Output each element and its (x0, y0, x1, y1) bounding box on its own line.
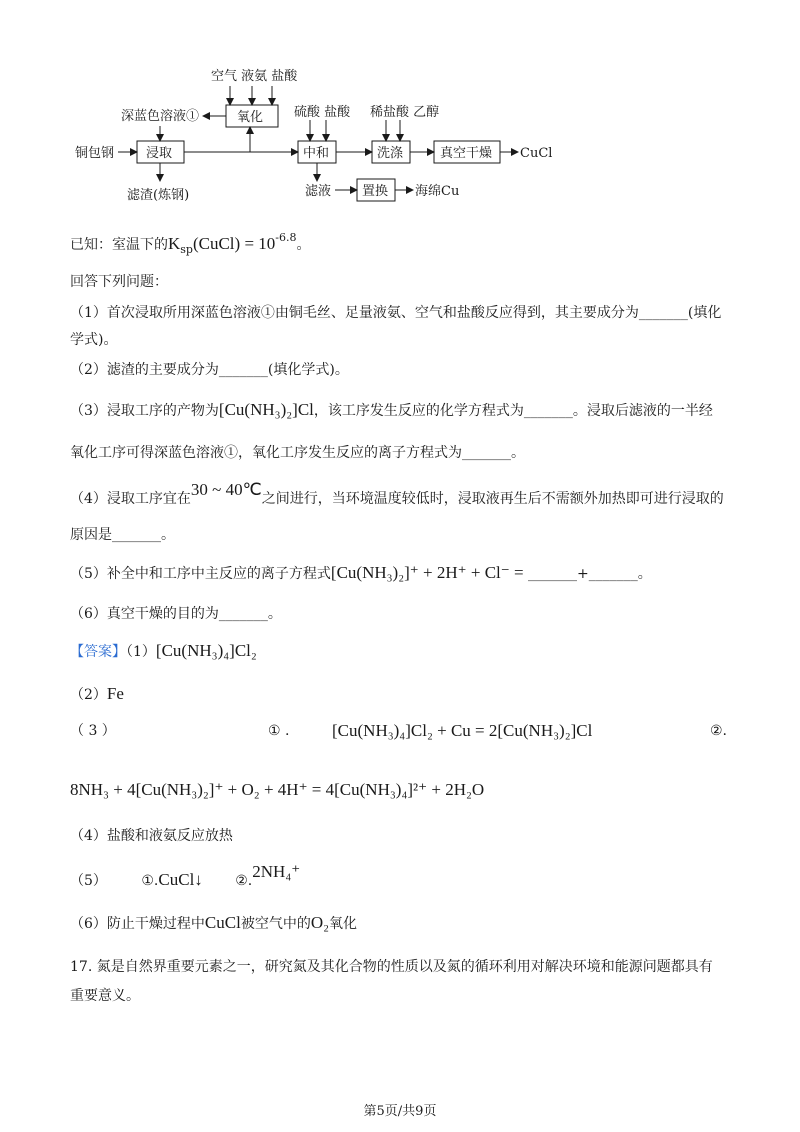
answer-tag: 【答案】 (70, 644, 126, 660)
product-label: CuCl (520, 146, 553, 161)
wash-inputs: 稀盐酸 乙醇 (370, 105, 440, 120)
deep-blue-solution: 深蓝色溶液① (121, 109, 200, 124)
question-1: （1）首次浸取所用深蓝色溶液①由铜毛丝、足量液氨、空气和盐酸反应得到，其主要成分为_______(填化 (70, 305, 722, 321)
question-3-cont: 氧化工序可得深蓝色溶液①，氧化工序发生反应的离子方程式为_______。 (70, 445, 525, 461)
question-3: （3）浸取工序的产物为[Cu(NH₃)₂]Cl，该工序发生反应的化学方程式为_______。浸取后滤液的一半经 (70, 400, 713, 419)
process-flowchart (0, 0, 800, 215)
neutralize-box: 中和 (303, 146, 330, 161)
replace-box: 置换 (362, 184, 389, 199)
answer-3-eq2: 8NH₃ + 4[Cu(NH₃)₂]⁺ + O₂ + 4H⁺ = 4[Cu(NH₃)₄]²⁺ + 2H₂O (70, 780, 485, 799)
wash-box: 洗涤 (377, 146, 404, 161)
oxidation-inputs: 空气 液氨 盐酸 (211, 69, 298, 84)
answer-1: 【答案】（1）[Cu(NH₃)₄]Cl₂ (70, 641, 257, 660)
intro: 回答下列问题： (70, 274, 168, 290)
answer-2: （2）Fe (70, 684, 124, 703)
question-2: （2）滤渣的主要成分为_______(填化学式)。 (70, 362, 349, 378)
question-5: （5）补全中和工序中主反应的离子方程式[Cu(NH₃)₂]⁺ + 2H⁺ + Cl⁻ = _______+_______。 (70, 563, 652, 582)
known-ksp: 已知：室温下的$K_{sp}(CuCl) = 10^{-6.8}$。 (70, 231, 311, 256)
page-footer: 第5页/共9页 (363, 1104, 437, 1119)
dry-box: 真空干燥 (440, 146, 493, 161)
answer-4: （4）盐酸和液氨反应放热 (70, 828, 233, 844)
question-17-cont: 重要意义。 (70, 988, 140, 1004)
sponge-cu-label: 海绵Cu (415, 184, 460, 199)
leach-box: 浸取 (146, 146, 173, 161)
raw-material: 铜包钢 (75, 146, 115, 161)
question-1-cont: 学式)。 (70, 332, 118, 348)
answer-6: （6）防止干燥过程中CuCl被空气中的O₂氧化 (70, 913, 358, 932)
question-17: 17. 氮是自然界重要元素之一，研究氮及其化合物的性质以及氮的循环利用对解决环境和能源问题都具有 (70, 959, 713, 975)
answer-3: （ 3 ） ① . [Cu(NH₃)₄]Cl₂ + Cu = 2[Cu(NH₃)₂]Cl ②. (70, 721, 728, 740)
question-4-cont: 原因是_______。 (70, 527, 175, 543)
oxidation-box: 氧化 (237, 110, 264, 125)
answer-5: （5） ①.CuCl↓ ②.2NH₄⁺ (70, 862, 301, 889)
filtrate-label: 滤液 (305, 184, 332, 199)
question-4: （4）浸取工序宜在30 ~ 40℃之间进行，当环境温度较低时，浸取液再生后不需额外加热即可进行浸取的 (70, 480, 724, 507)
question-6: （6）真空干燥的目的为_______。 (70, 606, 282, 622)
neutral-inputs: 硫酸 盐酸 (294, 105, 351, 120)
residue-label: 滤渣(炼钢) (127, 188, 190, 203)
